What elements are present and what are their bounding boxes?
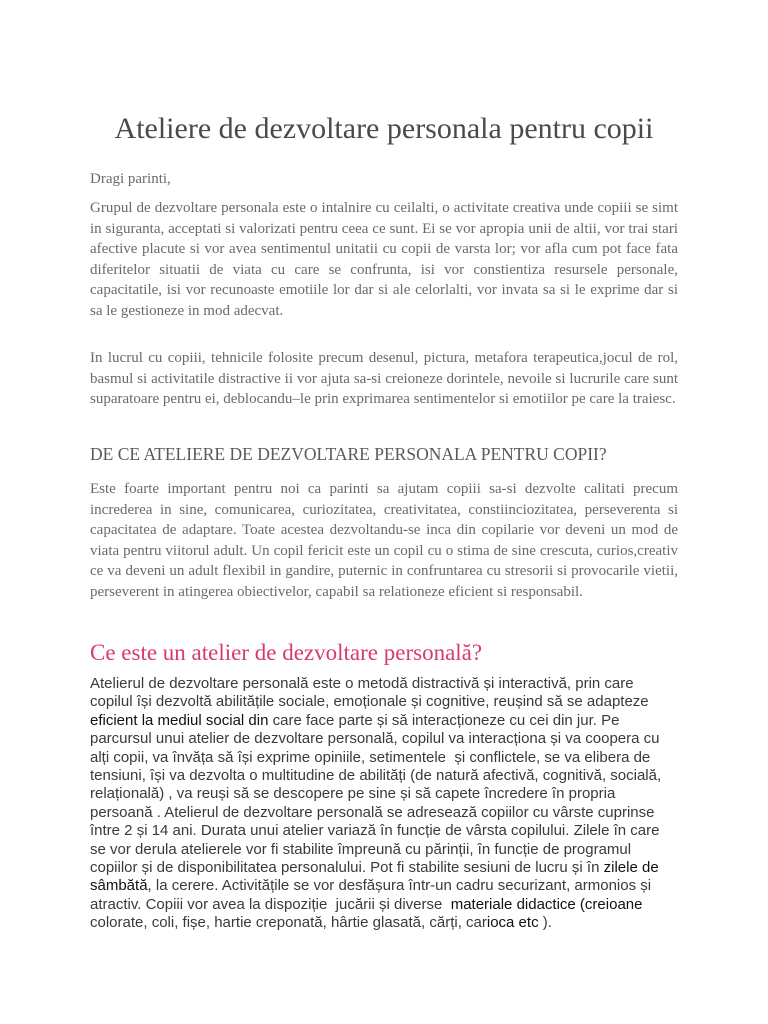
paragraph-line [90, 767, 690, 785]
text-segment: copiilor și de disponibilitatea personalului. Pot fi stabilite sesiuni de lucru și în [90, 859, 604, 877]
page-title: Ateliere de dezvoltare personala pentru copii [114, 112, 654, 145]
text-segment: Atelierul de dezvoltare personală este o metodă distractivă și interactivă, prin care [90, 675, 634, 692]
paragraph-line [90, 712, 690, 730]
text-segment: tensiuni, își va dezvolta o multitudine de abilități (de natură afectivă, cognitivă, socială, [90, 767, 662, 785]
text-segment: colorate, coli, fișe, hartie creponată, hârtie glasată, cărți, car [90, 914, 487, 932]
paragraph-line [90, 675, 690, 693]
text-segment: parcursul unui atelier de dezvoltare personală, copilul va interacționa și va coopera cu [90, 730, 660, 748]
text-segment: , la cerere. Activitățile se vor desfășura într-un cadru securizant, armonios și [147, 877, 652, 895]
text-segment: alți copii, va învăța să își exprime opiniile, setimentele și conflictele, se va elibera de [90, 748, 651, 766]
emphasized-text: sâmbătă [90, 877, 148, 895]
paragraph-line [90, 914, 690, 932]
greeting: Dragi parinti, [90, 171, 171, 187]
text-segment: între 2 și 14 ani. Durata unui atelier variază în funcție de vârsta copilului. Zilele în care [90, 822, 660, 840]
paragraph-line [90, 804, 690, 822]
emphasized-text: zilele de [603, 859, 659, 877]
paragraph-line [90, 749, 690, 767]
paragraph-line [90, 896, 690, 914]
paragraph-line [90, 877, 690, 895]
paragraph-line [90, 859, 690, 877]
emphasized-text: materiale didactice (creioane [450, 895, 643, 913]
paragraph-line [90, 693, 690, 711]
paragraph-intro: Grupul de dezvoltare personala este o intalnire cu ceilalti, o activitate creativa unde copiii se simt in siguranta, acceptati si valorizati pentru ceea ce sunt. Ei se vor apropia unii de altii, vor trai stari afective placute si vor avea sentimentul unitatii cu copii de varsta lor; vor afla cum pot face fata diferitelor situatii de viata cu care se confrunta, isi vor constientiza resursele personale, capacitatile, isi vor recunoaste emotiile lor dar si ale celorlalti, vor invata sa si le exprime dar si sa le gestioneze in mod adecvat. [90, 200, 678, 319]
paragraph-line [90, 822, 690, 840]
text-segment: care face parte și să interacționeze cu cei din jur. Pe [268, 711, 620, 729]
emphasized-text: eficient la mediul social din [90, 711, 269, 729]
section-heading-what: Ce este un atelier de dezvoltare personală? [90, 640, 483, 665]
paragraph-techniques: In lucrul cu copiii, tehnicile folosite precum desenul, pictura, metafora terapeutica,jocul de rol, basmul si activitatile distractive ii vor ajuta sa-si creioneze dorintele, nevoile si lucrurile care sunt suparatoare pentru ei, deblocandu‒le prin exprimarea sentimentelor si emotiilor pe care la traiesc. [90, 350, 678, 407]
paragraph-line [90, 785, 690, 803]
paragraph-importance: Este foarte important pentru noi ca parinti sa ajutam copiii sa-si dezvolte calitati precum increderea in sine, comunicarea, curiozitatea, creativitatea, constiinciozitatea, perseverenta si capacitatea de adaptare. Toate acestea dezvoltandu-se inca din copilarie vor deveni un mod de viata pentru viitorul adult. Un copil fericit este un copil cu o stima de sine crescuta, curios,creativ ce va deveni un adult flexibil in gandire, puternic in confruntarea cu stresorii si provocarile vietii, perseverent in atingerea obiectivelor, capabil sa relationeze eficient si responsabil. [90, 481, 678, 600]
text-segment: atractiv. Copiii vor avea la dispoziție jucării și diverse [90, 895, 451, 913]
text-segment: ). [538, 914, 552, 932]
emphasized-text: ioca etc [486, 914, 539, 932]
text-segment: persoană . Atelierul de dezvoltare personală se adresează copiilor cu vârste cuprinse [90, 803, 655, 821]
text-segment: se vor derula atelierele vor fi stabilite împreună cu părinții, în funcție de programul [90, 840, 632, 858]
paragraph-line [90, 841, 690, 859]
paragraph-atelier-description [90, 675, 690, 933]
section-heading-why: DE CE ATELIERE DE DEZVOLTARE PERSONALA PENTRU COPII? [90, 444, 607, 464]
text-segment: copilul își dezvoltă abilitățile sociale, emoționale și cognitive, reușind să se adapteze [90, 693, 649, 711]
text-segment: relațională) , va reuși să se descopere pe sine și să capete încredere în propria [90, 785, 616, 803]
paragraph-line [90, 730, 690, 748]
